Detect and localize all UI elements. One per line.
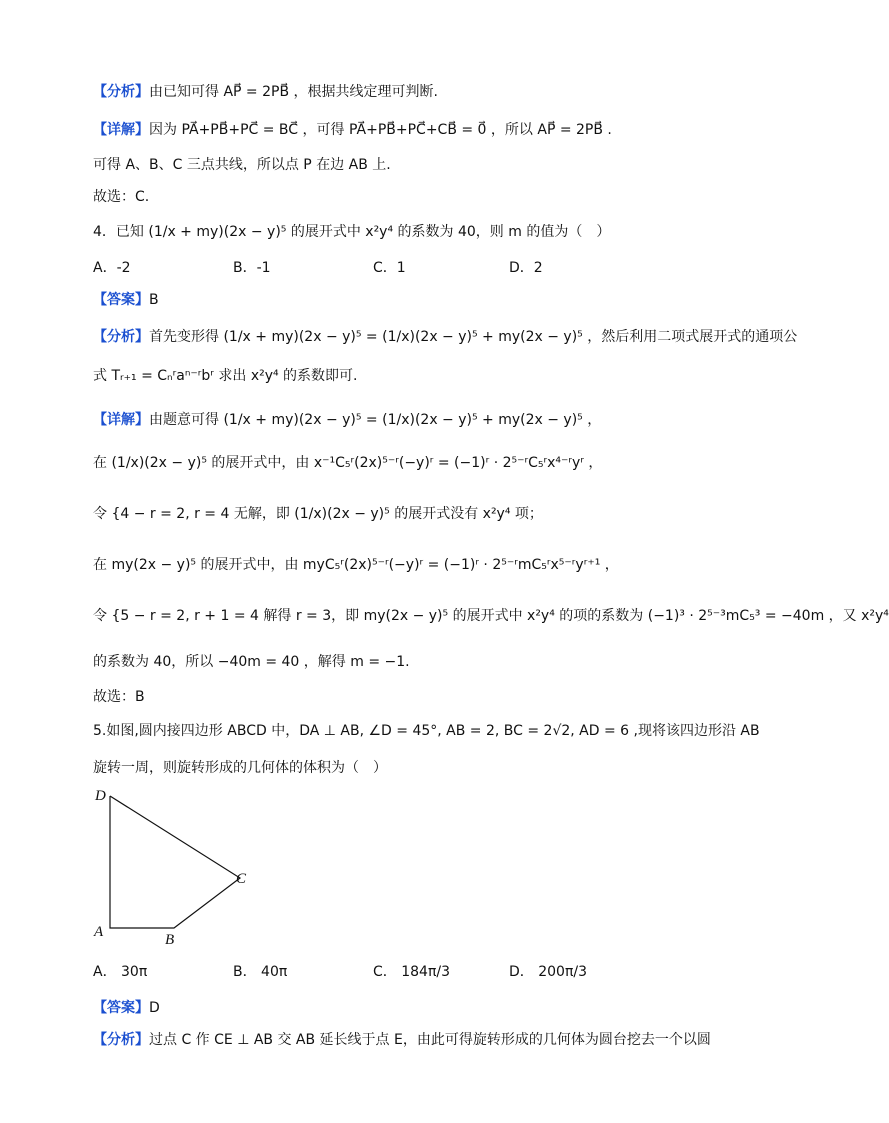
conclusion-line-q3: 可得 A、B、C 三点共线，所以点 P 在边 AB 上.: [93, 157, 391, 173]
option-d: D．2: [509, 260, 543, 276]
vertex-label-d: D: [95, 788, 106, 804]
vertex-label-a: A: [94, 924, 104, 940]
answer-text: B: [149, 292, 159, 308]
option-c: C．1: [373, 260, 406, 276]
answer-tag: 【答案】: [93, 1000, 149, 1016]
question-5-stem-cont: 旋转一周，则旋转形成的几何体的体积为（ ）: [93, 760, 387, 776]
analysis-tag: 【分析】: [93, 329, 149, 345]
option-c: C． 184π/3: [373, 964, 450, 980]
detail-text: 由题意可得 (1/x + my)(2x − y)⁵ = (1/x)(2x − y)⁵ + my(2x − y)⁵ ，: [149, 412, 602, 428]
answer-choice-q4: 故选：B: [93, 689, 145, 705]
analysis-text: 首先变形得 (1/x + my)(2x − y)⁵ = (1/x)(2x − y)⁵ + my(2x − y)⁵ ，然后利用二项式展开式的通项公: [149, 329, 798, 345]
answer-line-q4: [93, 290, 704, 310]
analysis-tag: 【分析】: [93, 1032, 149, 1048]
analysis-line-q4-cont: 式 Tᵣ₊₁ = Cₙʳaⁿ⁻ʳbʳ 求出 x²y⁴ 的系数即可.: [93, 368, 358, 384]
analysis-text: 过点 C 作 CE ⊥ AB 交 AB 延长线于点 E，由此可得旋转形成的几何体为圆台挖去一个以圆: [149, 1032, 711, 1048]
option-a: A．-2: [93, 260, 131, 276]
vertex-label-b: B: [165, 932, 175, 948]
detail-step-3: 在 my(2x − y)⁵ 的展开式中，由 myC₅ʳ(2x)⁵⁻ʳ(−y)ʳ = (−1)ʳ · 2⁵⁻ʳmC₅ʳx⁵⁻ʳyʳ⁺¹ ，: [93, 557, 619, 573]
answer-text: D: [149, 1000, 160, 1016]
detail-line-q3: [93, 120, 704, 140]
analysis-tag: 【分析】: [93, 84, 149, 100]
answer-tag: 【答案】: [93, 292, 149, 308]
detail-tag: 【详解】: [93, 122, 149, 138]
detail-step-1: 在 (1/x)(2x − y)⁵ 的展开式中，由 x⁻¹C₅ʳ(2x)⁵⁻ʳ(−y)ʳ = (−1)ʳ · 2⁵⁻ʳC₅ʳx⁴⁻ʳyʳ ，: [93, 455, 603, 471]
analysis-line-q5: [93, 1030, 711, 1050]
option-b: B．-1: [233, 260, 271, 276]
answer-choice-q3: 故选：C.: [93, 189, 150, 205]
question-4-stem: 4．已知 (1/x + my)(2x − y)⁵ 的展开式中 x²y⁴ 的系数为 40，则 m 的值为（ ）: [93, 224, 611, 240]
detail-tag: 【详解】: [93, 412, 149, 428]
analysis-line-q4: [93, 327, 798, 347]
detail-text: 因为 PA⃗+PB⃗+PC⃗ = BC⃗ ，可得 PA⃗+PB⃗+PC⃗+CB⃗ = 0⃗ ，所以 AP⃗ = 2PB⃗ .: [149, 122, 612, 138]
analysis-line-q3: [93, 82, 704, 102]
detail-line-q4: [93, 410, 704, 430]
question-5-stem: 5.如图,圆内接四边形 ABCD 中，DA ⊥ AB, ∠D = 45°, AB = 2, BC = 2√2, AD = 6 ,现将该四边形沿 AB: [93, 723, 760, 739]
option-a: A． 30π: [93, 964, 148, 980]
detail-step-4: 令 {5 − r = 2, r + 1 = 4 解得 r = 3，即 my(2x − y)⁵ 的展开式中 x²y⁴ 的项的系数为 (−1)³ · 2⁵⁻³mC₅³ = −40m ，又 x²y⁴: [93, 608, 889, 624]
quadrilateral-abcd: [110, 796, 240, 928]
detail-step-2: 令 {4 − r = 2, r = 4 无解，即 (1/x)(2x − y)⁵ 的展开式没有 x²y⁴ 项；: [93, 506, 543, 522]
quadrilateral-figure: [88, 782, 268, 952]
vertex-label-c: C: [236, 871, 247, 887]
option-b: B． 40π: [233, 964, 288, 980]
answer-line-q5: [93, 998, 704, 1018]
option-d: D． 200π/3: [509, 964, 588, 980]
detail-step-5: 的系数为 40，所以 −40m = 40 ，解得 m = −1.: [93, 654, 410, 670]
analysis-text: 由已知可得 AP⃗ = 2PB⃗ ，根据共线定理可判断.: [149, 84, 438, 100]
